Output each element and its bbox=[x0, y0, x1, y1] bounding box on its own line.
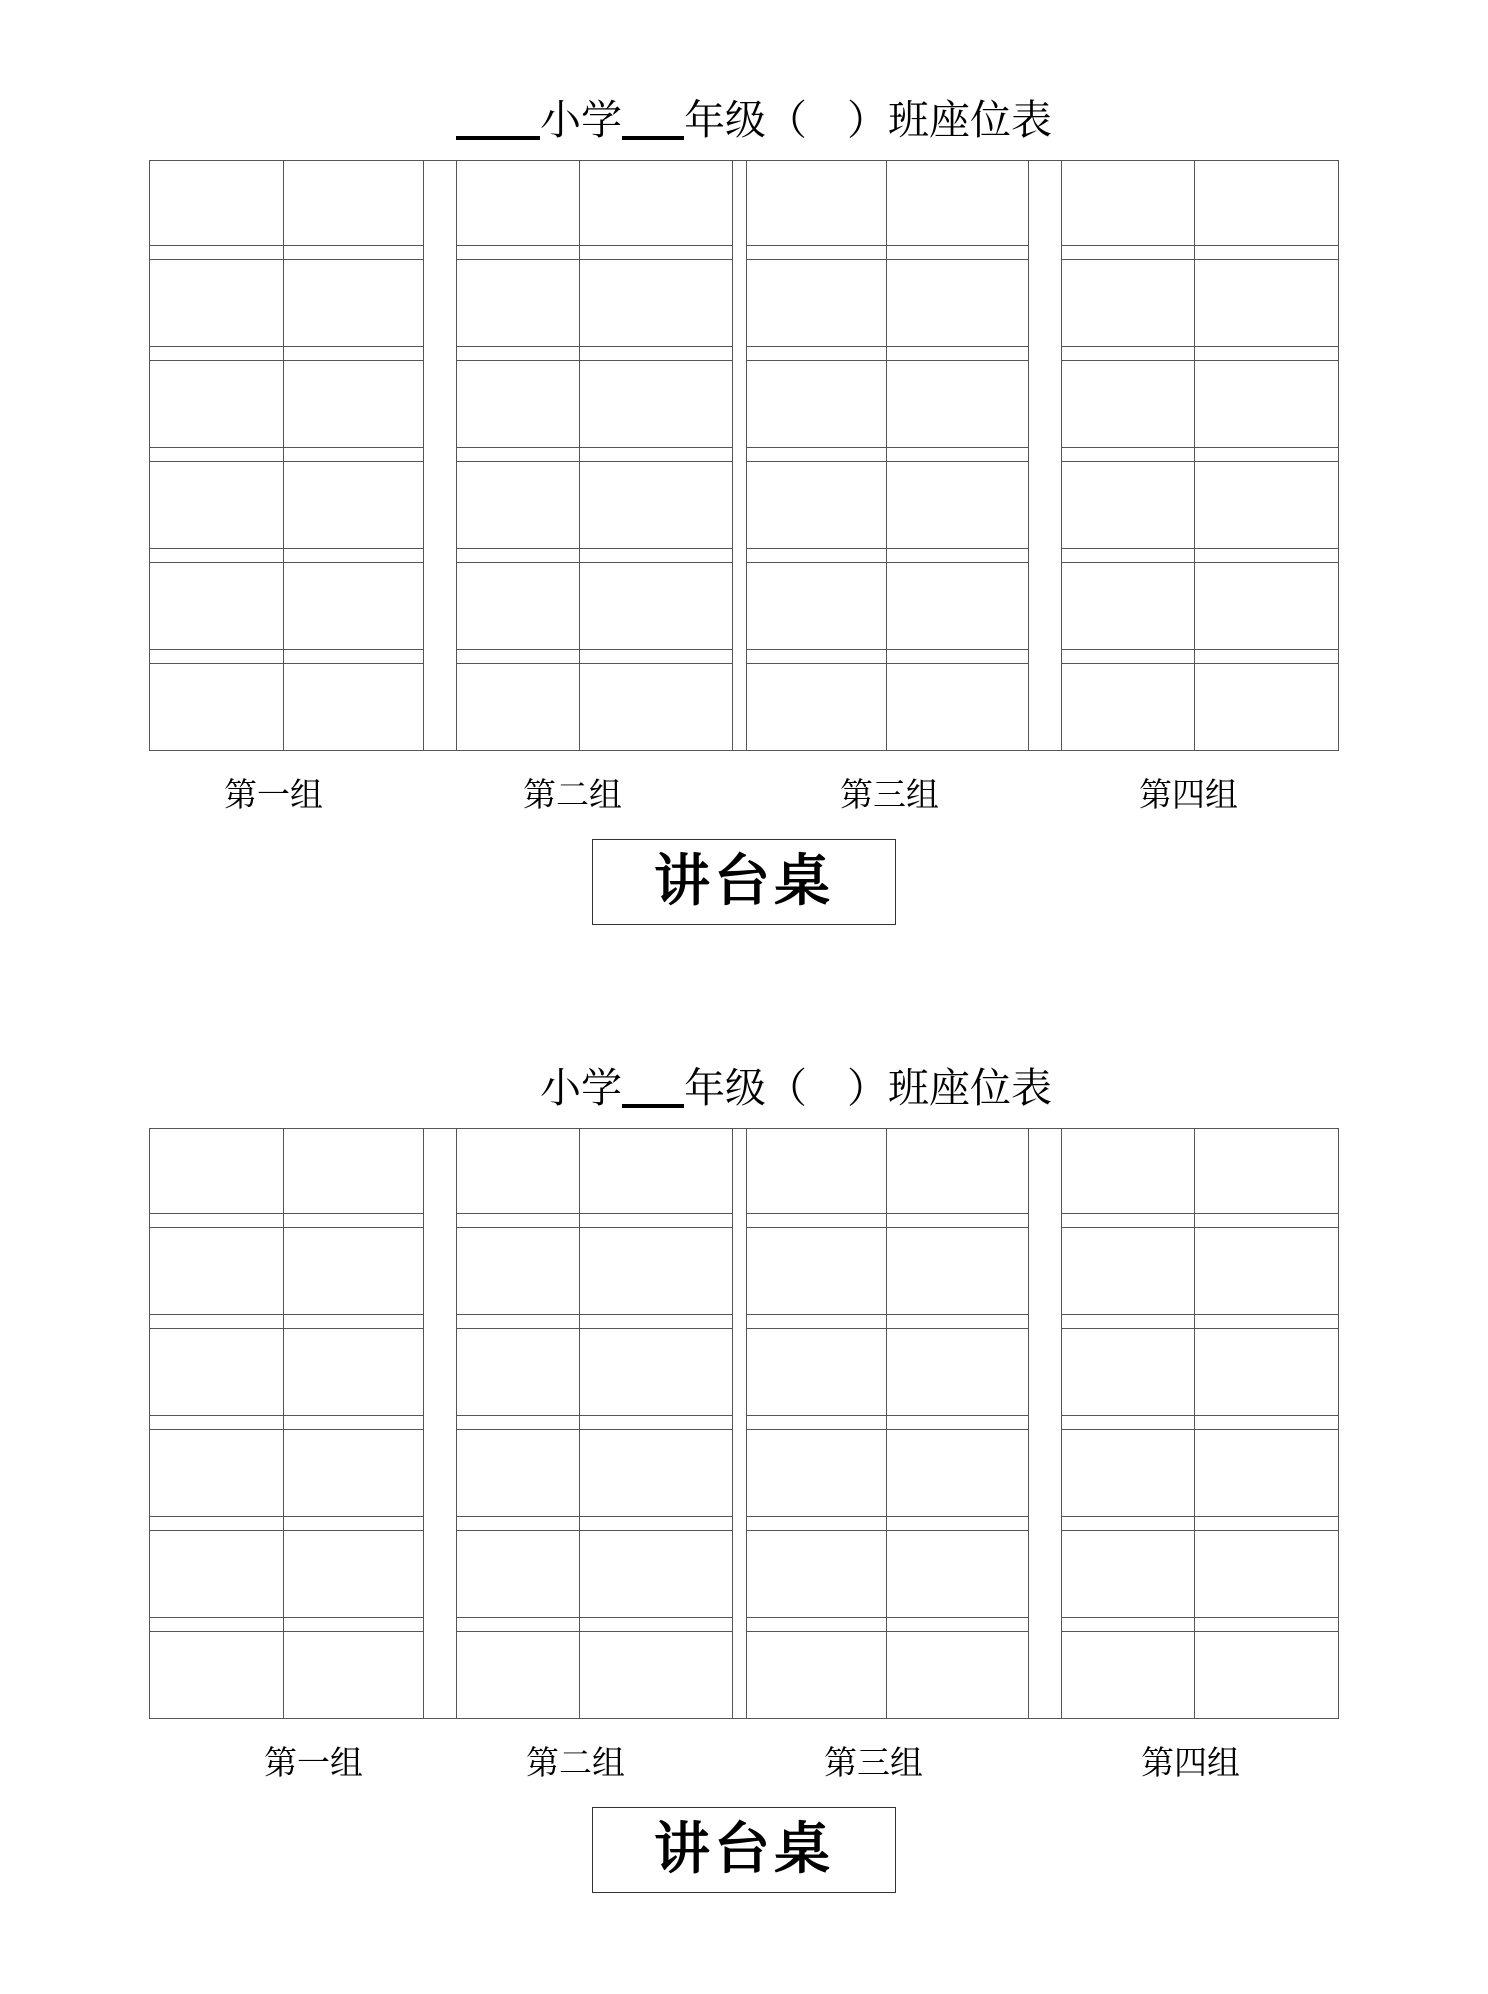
row-divider bbox=[150, 360, 423, 361]
row-divider bbox=[747, 259, 1028, 260]
row-divider bbox=[150, 461, 423, 462]
row-divider bbox=[747, 1516, 1028, 1517]
row-divider bbox=[747, 1415, 1028, 1416]
row-divider bbox=[1062, 360, 1338, 361]
row-divider bbox=[1062, 245, 1338, 246]
grade-suffix: 年级（ bbox=[684, 1064, 807, 1112]
seat-divider bbox=[886, 161, 887, 750]
row-divider bbox=[150, 1530, 423, 1531]
row-divider bbox=[747, 562, 1028, 563]
group-1-column bbox=[150, 161, 424, 750]
seat-divider bbox=[283, 161, 284, 750]
row-divider bbox=[1062, 1631, 1338, 1632]
chart-title bbox=[456, 92, 1052, 148]
row-divider bbox=[457, 360, 732, 361]
row-divider bbox=[150, 562, 423, 563]
row-divider bbox=[747, 1314, 1028, 1315]
grade-suffix: 年级（ bbox=[684, 96, 807, 144]
seating-chart-2 bbox=[0, 968, 1488, 1908]
row-divider bbox=[457, 1227, 732, 1228]
row-divider bbox=[150, 1328, 423, 1329]
row-divider bbox=[150, 259, 423, 260]
row-divider bbox=[457, 663, 732, 664]
row-divider bbox=[150, 548, 423, 549]
group-3-label: 第三组 bbox=[824, 1743, 923, 1782]
teacher-desk: 讲台桌 bbox=[592, 839, 896, 925]
row-divider bbox=[747, 447, 1028, 448]
row-divider bbox=[1062, 1415, 1338, 1416]
row-divider bbox=[747, 461, 1028, 462]
seat-divider bbox=[579, 1129, 580, 1718]
seat-grid bbox=[149, 160, 1339, 751]
class-suffix: ）班座位表 bbox=[847, 96, 1052, 144]
row-divider bbox=[1062, 1213, 1338, 1214]
group-4-label: 第四组 bbox=[1141, 1743, 1240, 1782]
row-divider bbox=[457, 1631, 732, 1632]
group-2-column bbox=[456, 161, 733, 750]
row-divider bbox=[150, 447, 423, 448]
row-divider bbox=[457, 1617, 732, 1618]
row-divider bbox=[457, 1213, 732, 1214]
row-divider bbox=[747, 1227, 1028, 1228]
seat-divider bbox=[1194, 1129, 1195, 1718]
row-divider bbox=[150, 1314, 423, 1315]
row-divider bbox=[150, 1429, 423, 1430]
row-divider bbox=[457, 1328, 732, 1329]
row-divider bbox=[1062, 1516, 1338, 1517]
row-divider bbox=[1062, 1227, 1338, 1228]
seat-divider bbox=[283, 1129, 284, 1718]
row-divider bbox=[150, 1213, 423, 1214]
row-divider bbox=[1062, 663, 1338, 664]
row-divider bbox=[747, 649, 1028, 650]
row-divider bbox=[747, 346, 1028, 347]
seat-divider bbox=[579, 161, 580, 750]
seat-grid bbox=[149, 1128, 1339, 1719]
row-divider bbox=[1062, 1328, 1338, 1329]
row-divider bbox=[150, 245, 423, 246]
row-divider bbox=[1062, 461, 1338, 462]
school-suffix: 小学 bbox=[540, 1064, 622, 1112]
grade-blank[interactable] bbox=[622, 1064, 684, 1108]
chart-title bbox=[540, 1060, 1052, 1116]
row-divider bbox=[1062, 649, 1338, 650]
row-divider bbox=[457, 1314, 732, 1315]
row-divider bbox=[747, 245, 1028, 246]
row-divider bbox=[1062, 1429, 1338, 1430]
row-divider bbox=[1062, 346, 1338, 347]
row-divider bbox=[457, 259, 732, 260]
row-divider bbox=[457, 1415, 732, 1416]
row-divider bbox=[457, 548, 732, 549]
row-divider bbox=[457, 461, 732, 462]
row-divider bbox=[150, 1227, 423, 1228]
group-2-label: 第二组 bbox=[523, 775, 622, 814]
row-divider bbox=[457, 346, 732, 347]
row-divider bbox=[457, 562, 732, 563]
group-4-column bbox=[1061, 1129, 1338, 1718]
row-divider bbox=[150, 1415, 423, 1416]
school-suffix: 小学 bbox=[540, 96, 622, 144]
row-divider bbox=[1062, 562, 1338, 563]
row-divider bbox=[1062, 548, 1338, 549]
seating-chart-1 bbox=[0, 0, 1488, 940]
school-name-blank[interactable] bbox=[456, 96, 540, 140]
group-4-column bbox=[1061, 161, 1338, 750]
row-divider bbox=[457, 447, 732, 448]
group-2-column bbox=[456, 1129, 733, 1718]
row-divider bbox=[457, 649, 732, 650]
row-divider bbox=[150, 346, 423, 347]
row-divider bbox=[1062, 447, 1338, 448]
row-divider bbox=[1062, 1530, 1338, 1531]
row-divider bbox=[457, 245, 732, 246]
group-3-column bbox=[746, 161, 1029, 750]
group-4-label: 第四组 bbox=[1139, 775, 1238, 814]
row-divider bbox=[747, 1213, 1028, 1214]
group-1-label: 第一组 bbox=[224, 775, 323, 814]
class-suffix: ）班座位表 bbox=[847, 1064, 1052, 1112]
row-divider bbox=[1062, 1617, 1338, 1618]
group-2-label: 第二组 bbox=[526, 1743, 625, 1782]
row-divider bbox=[747, 1530, 1028, 1531]
row-divider bbox=[150, 649, 423, 650]
row-divider bbox=[150, 663, 423, 664]
row-divider bbox=[150, 1516, 423, 1517]
teacher-desk: 讲台桌 bbox=[592, 1807, 896, 1893]
group-1-column bbox=[150, 1129, 424, 1718]
row-divider bbox=[150, 1631, 423, 1632]
row-divider bbox=[457, 1516, 732, 1517]
row-divider bbox=[457, 1530, 732, 1531]
group-3-column bbox=[746, 1129, 1029, 1718]
row-divider bbox=[457, 1429, 732, 1430]
row-divider bbox=[747, 1328, 1028, 1329]
row-divider bbox=[747, 548, 1028, 549]
row-divider bbox=[747, 663, 1028, 664]
grade-blank[interactable] bbox=[622, 96, 684, 140]
seat-divider bbox=[886, 1129, 887, 1718]
row-divider bbox=[747, 1429, 1028, 1430]
row-divider bbox=[1062, 1314, 1338, 1315]
row-divider bbox=[1062, 259, 1338, 260]
row-divider bbox=[747, 360, 1028, 361]
group-1-label: 第一组 bbox=[264, 1743, 363, 1782]
row-divider bbox=[747, 1631, 1028, 1632]
group-3-label: 第三组 bbox=[840, 775, 939, 814]
row-divider bbox=[747, 1617, 1028, 1618]
seat-divider bbox=[1194, 161, 1195, 750]
row-divider bbox=[150, 1617, 423, 1618]
